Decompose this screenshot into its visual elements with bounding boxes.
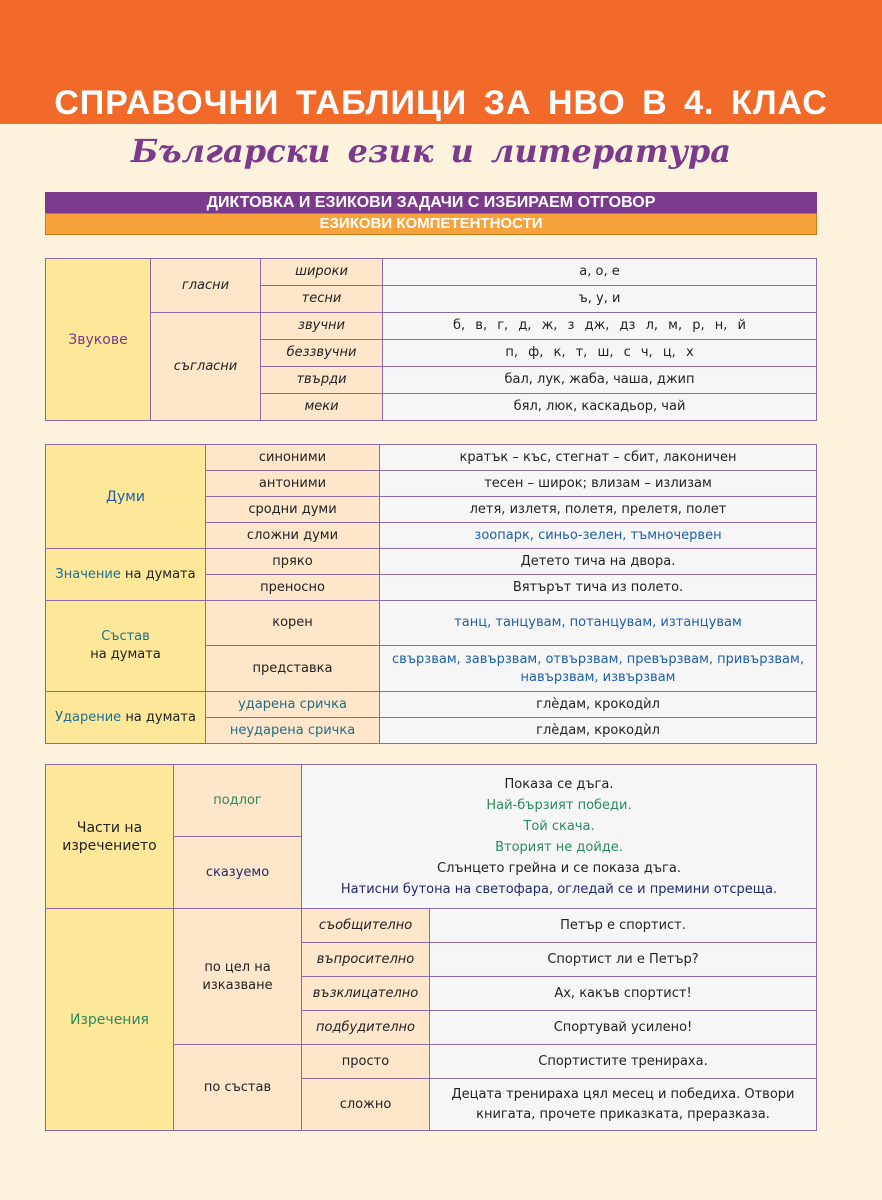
structure-type-label: корен bbox=[206, 601, 380, 646]
meaning-category-a: Значение bbox=[55, 566, 121, 582]
example-sentence: Той скача. bbox=[523, 818, 595, 834]
meaning-type-label: пряко bbox=[206, 549, 380, 575]
structure-example: танц, танцувам, потанцувам, изтанцувам bbox=[380, 601, 817, 646]
sound-examples: бал, лук, жаба, чаша, джип bbox=[383, 367, 817, 394]
sentence-type-label: подбудително bbox=[302, 1011, 430, 1045]
section-subtitle: ЕЗИКОВИ КОМПЕТЕНТНОСТИ bbox=[45, 213, 817, 235]
meaning-category-b: на думата bbox=[124, 566, 196, 582]
meaning-example: Детето тича на двора. bbox=[380, 549, 817, 575]
sentences-table bbox=[45, 764, 817, 1131]
sound-type-label: беззвучни bbox=[261, 340, 383, 367]
word-examples: тесен – широк; влизам – излизам bbox=[380, 471, 817, 497]
sentence-example: Децата тренираха цял месец и победиха. Отвори книгата, прочете приказката, преразказа. bbox=[430, 1079, 817, 1131]
sentence-parts-examples bbox=[302, 765, 817, 909]
sentence-example: Петър е спортист. bbox=[430, 909, 817, 943]
meaning-category bbox=[46, 549, 206, 601]
stress-category bbox=[46, 692, 206, 744]
sentence-type-label: възклицателно bbox=[302, 977, 430, 1011]
page-subtitle: Български език и литература bbox=[130, 132, 732, 170]
word-type-label: антоними bbox=[206, 471, 380, 497]
sounds-category: Звукове bbox=[46, 259, 151, 421]
sound-examples: б, в, г, д, ж, з дж, дз л, м, р, н, й bbox=[383, 313, 817, 340]
structure-category-a: Състав bbox=[101, 629, 150, 644]
stress-example: глèдам, крокодѝл bbox=[380, 692, 817, 718]
stress-example: глèдам, крокодѝл bbox=[380, 718, 817, 744]
sentences-category: Изречения bbox=[46, 909, 174, 1131]
meaning-example: Вятърът тича из полето. bbox=[380, 575, 817, 601]
word-type-label: синоними bbox=[206, 445, 380, 471]
sentence-example: Спортист ли е Петър? bbox=[430, 943, 817, 977]
sound-examples: п, ф, к, т, ш, с ч, ц, х bbox=[383, 340, 817, 367]
sound-type-label: твърди bbox=[261, 367, 383, 394]
sentence-type-label: просто bbox=[302, 1045, 430, 1079]
example-sentence: Натисни бутона на светофара, огледай се и премини отсреща. bbox=[340, 881, 778, 897]
stress-category-a: Ударение bbox=[55, 709, 122, 725]
sound-examples: ъ, у, и bbox=[383, 286, 817, 313]
structure-category-b: на думата bbox=[90, 647, 161, 662]
section-title: ДИКТОВКА И ЕЗИКОВИ ЗАДАЧИ С ИЗБИРАЕМ ОТГОВОР bbox=[45, 192, 817, 213]
vowels-label: гласни bbox=[151, 259, 261, 313]
by-structure-label: по състав bbox=[174, 1045, 302, 1131]
structure-category bbox=[46, 601, 206, 692]
example-sentence: Показа се дъга. bbox=[504, 776, 614, 792]
sentence-example: Спортистите тренираха. bbox=[430, 1045, 817, 1079]
sound-examples: бял, люк, каскадьор, чай bbox=[383, 394, 817, 421]
sentence-example: Спортувай усилено! bbox=[430, 1011, 817, 1045]
example-sentence: Най-бързият победи. bbox=[486, 797, 632, 813]
structure-type-label: представка bbox=[206, 646, 380, 692]
sentence-type-label: съобщително bbox=[302, 909, 430, 943]
sounds-table bbox=[45, 258, 817, 421]
stress-type-label: ударена сричка bbox=[206, 692, 380, 718]
sound-type-label: звучни bbox=[261, 313, 383, 340]
stress-type-label: неударена сричка bbox=[206, 718, 380, 744]
words-category: Думи bbox=[46, 445, 206, 549]
words-table bbox=[45, 444, 817, 744]
sound-type-label: широки bbox=[261, 259, 383, 286]
page-title: СПРАВОЧНИ ТАБЛИЦИ ЗА НВО В 4. КЛАС bbox=[54, 84, 828, 122]
example-sentence: Вторият не дойде. bbox=[495, 839, 623, 855]
stress-category-b: на думата bbox=[125, 709, 196, 725]
structure-example: свързвам, завързвам, отвързвам, превързвам, привързвам, навързвам, извързвам bbox=[380, 646, 817, 692]
subject-label: подлог bbox=[174, 765, 302, 837]
sound-type-label: меки bbox=[261, 394, 383, 421]
sound-examples: а, о, е bbox=[383, 259, 817, 286]
predicate-label: сказуемо bbox=[174, 837, 302, 909]
example-sentence: Слънцето грейна и се показа дъга. bbox=[437, 860, 681, 876]
meaning-type-label: преносно bbox=[206, 575, 380, 601]
sentence-parts-category: Части на изречението bbox=[46, 765, 174, 909]
word-type-label: сложни думи bbox=[206, 523, 380, 549]
by-purpose-label: по цел на изказване bbox=[174, 909, 302, 1045]
sound-type-label: тесни bbox=[261, 286, 383, 313]
word-examples: кратък – къс, стегнат – сбит, лаконичен bbox=[380, 445, 817, 471]
consonants-label: съгласни bbox=[151, 313, 261, 421]
sentence-example: Ах, какъв спортист! bbox=[430, 977, 817, 1011]
sentence-type-label: сложно bbox=[302, 1079, 430, 1131]
word-examples: зоопарк, синьо-зелен, тъмночервен bbox=[380, 523, 817, 549]
word-type-label: сродни думи bbox=[206, 497, 380, 523]
word-examples: летя, излетя, полетя, прелетя, полет bbox=[380, 497, 817, 523]
sentence-type-label: въпросително bbox=[302, 943, 430, 977]
